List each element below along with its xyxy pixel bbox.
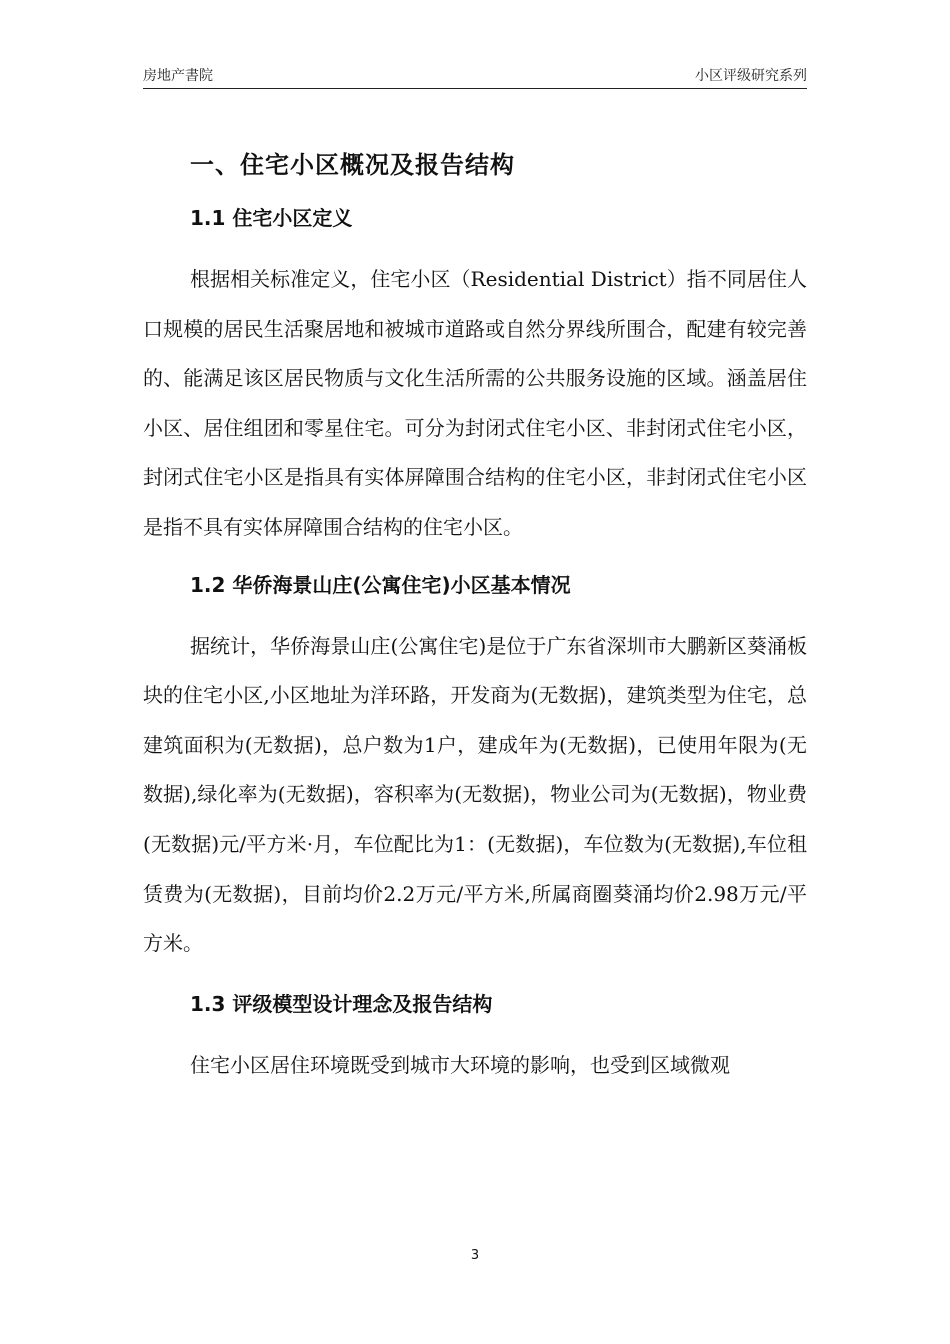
header-series-title: 小区评级研究系列 xyxy=(695,68,807,84)
document-body xyxy=(143,140,807,1090)
section-body-1-2: 据统计，华侨海景山庄(公寓住宅)是位于广东省深圳市大鹏新区葵涌板块的住宅小区,小区地址为洋环路，开发商为(无数据)，建筑类型为住宅，总建筑面积为(无数据)，总户数为1户，建成年为(无数据)，已使用年限为(无数据),绿化率为(无数据)，容积率为(无数据)，物业公司为(无数据)，物业费(无数据)元/平方米·月，车位配比为1：(无数据)，车位数为(无数据),车位租赁费为(无数据)，目前均价2.2万元/平方米,所属商圈葵涌均价2.98万元/平方米。 xyxy=(143,633,807,956)
chapter-title: 一、住宅小区概况及报告结构 xyxy=(190,151,515,179)
section-body-1-3: 住宅小区居住环境既受到城市大环境的影响，也受到区域微观 xyxy=(190,1052,730,1077)
header-publisher: 房地产書院 xyxy=(143,68,213,84)
page-header xyxy=(143,66,807,89)
section-heading-1-1: 1.1 住宅小区定义 xyxy=(190,206,353,230)
page-number: 3 xyxy=(470,1248,480,1263)
section-heading-1-2: 1.2 华侨海景山庄(公寓住宅)小区基本情况 xyxy=(190,572,571,597)
section-body-1-1: 根据相关标准定义，住宅小区（Residential District）指不同居住人口规模的居民生活聚居地和被城市道路或自然分界线所围合，配建有较完善的、能满足该区居民物质与文化生活所需的公共服务设施的区域。涵盖居住小区、居住组团和零星住宅。可分为封闭式住宅小区、非封闭式住宅小区，封闭式住宅小区是指具有实体屏障围合结构的住宅小区，非封闭式住宅小区是指不具有实体屏障围合结构的住宅小区。 xyxy=(143,267,807,539)
section-heading-1-3: 1.3 评级模型设计理念及报告结构 xyxy=(190,991,493,1016)
